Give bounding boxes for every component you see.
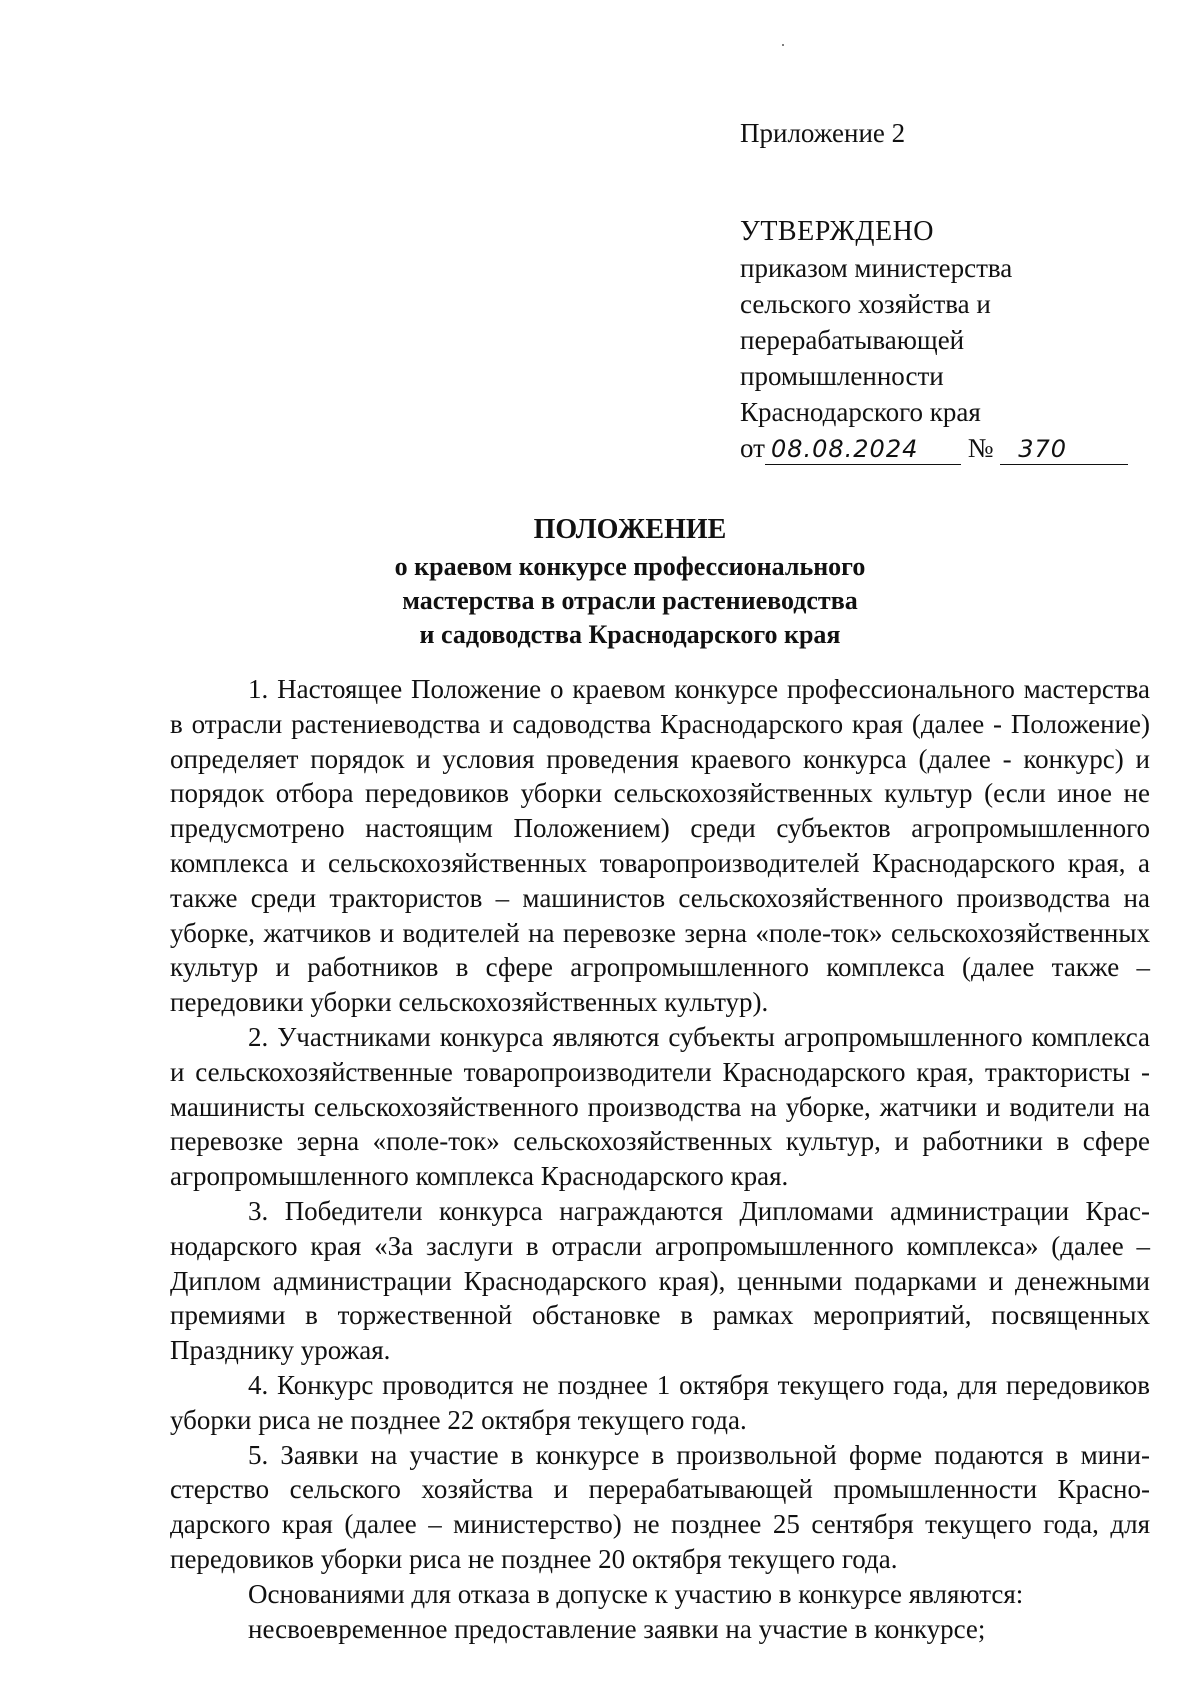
- order-date-row: [740, 430, 1128, 466]
- document-body: [170, 672, 1150, 1646]
- subtitle-line: и садоводства Краснодарского края: [419, 620, 841, 649]
- document-heading: ПОЛОЖЕНИЕ: [533, 514, 727, 545]
- approval-block: [740, 214, 1128, 466]
- subtitle-line: мастерства в отрасли растениеводства: [402, 586, 858, 615]
- approved-heading: УТВЕРЖДЕНО: [740, 216, 935, 247]
- paragraph-refusal-grounds: Основаниями для отказа в допуске к участию в конкурсе являются:: [248, 1578, 1024, 1609]
- approval-line: промышленности: [740, 361, 944, 391]
- paragraph-4: 4. Конкурс проводится не позднее 1 октября текущего года, для передовиков уборки риса не позднее 22 октября текущего года.: [170, 1369, 1150, 1435]
- approval-line: Краснодарского края: [740, 397, 981, 427]
- number-label: №: [967, 433, 994, 463]
- approval-line: перерабатывающей: [740, 325, 965, 355]
- subtitle-line: о краевом конкурсе профессионального: [394, 552, 866, 581]
- date-prefix: от: [740, 433, 765, 463]
- paragraph-1: 1. Настоящее Положение о краевом конкурсе профессионального мастерства в отрасли растениеводства и садоводства Краснодарского края (далее - Положение) определяет порядок и условия проведения краевого конкурса (далее - конкурс) и порядок отбора передовиков уборки сельскохозяйственных культур (если иное не предусмотрено настоящим Положением) среди субъектов агропромышленного комплекса и сельскохозяйственных товаропроизводителей Краснодарского края, а также среди трактористов – машинистов сельскохозяйственного производства на уборке, жатчиков и водителей на перевозке зерна «поле-ток» сельскохозяйственных культур и работников в сфере агропромышленного комплекса (далее также – передовики уборки сельскохозяйственных культур).: [170, 674, 1150, 1018]
- approval-line: сельского хозяйства и: [740, 289, 991, 319]
- appendix-label: Приложение 2: [740, 118, 906, 148]
- paragraph-5: 5. Заявки на участие в конкурсе в произвольной форме подаются в министерство сельского хозяйства и перерабатывающей промышленности Краснодарского края (далее – министерство) не позднее 25 сентября текущего года, для передовиков уборки риса не позднее 20 октября текущего года.: [170, 1439, 1150, 1574]
- handwritten-date: 08.08.2024: [765, 434, 961, 465]
- paragraph-refusal-item: несвоевременное предоставление заявки на участие в конкурсе;: [248, 1613, 986, 1644]
- paragraph-2: 2. Участниками конкурса являются субъекты агропромышленного комплекса и сельскохозяйственные товаропроизводители Краснодарского края, трактористы - машинисты сельскохозяйственного производства на уборке, жатчики и водители на перевозке зерна «поле-ток» сельскохозяйственных культур, и работники в сфере агропромышленного комплекса Краснодарского края.: [170, 1021, 1150, 1192]
- handwritten-number: 370: [1000, 434, 1128, 465]
- scan-speck: [782, 44, 784, 46]
- document-title-block: [0, 510, 1200, 652]
- approval-line: приказом министерства: [740, 253, 1013, 283]
- paragraph-3: 3. Победители конкурса награждаются Дипломами администрации Краснодарского края «За заслуги в отрасли агропромышленного комплекса» (далее – Диплом администрации Краснодарского края), ценными подарками и денежными премиями в торжественной обстановке в рамках мероприятий, посвященных Празднику урожая.: [170, 1195, 1150, 1366]
